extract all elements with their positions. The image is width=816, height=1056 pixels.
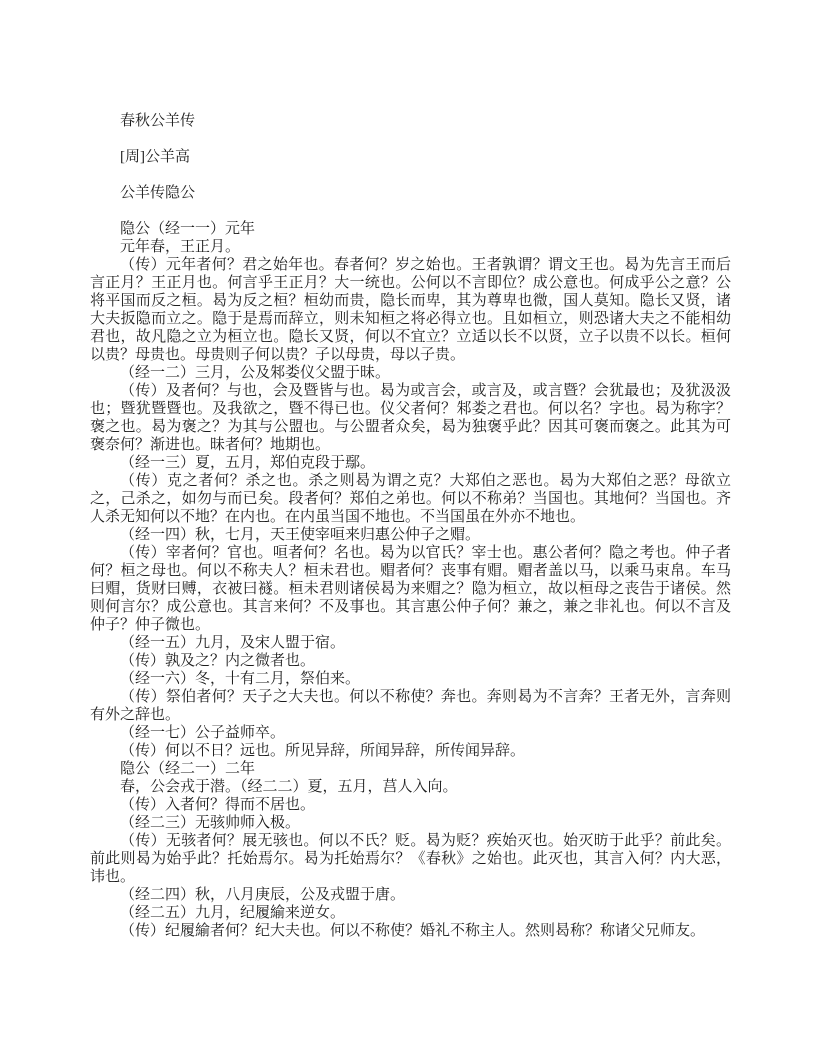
paragraph: （经一六）冬，十有二月，祭伯来。 (120, 671, 361, 687)
paragraph: （经一三）夏，五月，郑伯克段于鄢。 (120, 455, 376, 471)
paragraph: （传）宰者何？官也。咺者何？名也。曷为以官氏？宰士也。惠公者何？隐之考也。仲子者何？桓之母也。何以不称夫人？桓未君也。赗者何？丧事有赗。赗者盖以马，以乘马束帛。车马曰赗，货财曰赙，衣被曰襚。桓未君则诸侯曷为来赗之？隐为桓立，故以桓母之丧告于诸侯。然则何言尔？成公意也。其言来何？不及事也。其言惠公仲子何？兼之，兼之非礼也。何以不言及仲子？仲子微也。 (90, 545, 731, 633)
paragraph: （传）入者何？得而不居也。 (120, 797, 316, 813)
document-text (90, 112, 731, 940)
paragraph: （经二五）九月，纪履緰来逆女。 (120, 905, 346, 921)
doc-title: 春秋公羊传 (120, 113, 196, 129)
paragraph: 隐公（经二一）二年 (120, 761, 256, 777)
paragraph: （传）无骇者何？展无骇也。何以不氏？贬。曷为贬？疾始灭也。始灭昉于此乎？前此矣。前此则曷为始乎此？托始焉尔。曷为托始焉尔？《春秋》之始也。此灭也，其言入何？内大恶，讳也。 (90, 833, 731, 885)
paragraph: （经一二）三月，公及邾娄仪父盟于昧。 (120, 365, 391, 381)
paragraph: （经一七）公子益师卒。 (120, 725, 286, 741)
paragraph: 元年春，王正月。 (120, 239, 241, 255)
paragraph: （传）及者何？与也，会及暨皆与也。曷为或言会，或言及，或言暨？会犹最也；及犹汲汲也；暨犹暨暨也。及我欲之，暨不得已也。仪父者何？邾娄之君也。何以名？字也。曷为称字？褒之也。曷为褒之？为其与公盟也。与公盟者众矣，曷为独褒乎此？因其可褒而褒之。此其为可褒奈何？渐进也。昧者何？地期也。 (90, 383, 731, 453)
paragraph: （传）祭伯者何？天子之大夫也。何以不称使？奔也。奔则曷为不言奔？王者无外，言奔则有外之辞也。 (90, 689, 731, 723)
paragraph: （经一四）秋，七月，天王使宰咺来归惠公仲子之赗。 (120, 527, 481, 543)
paragraph: （传）元年者何？君之始年也。春者何？岁之始也。王者孰谓？谓文王也。曷为先言王而后言正月？王正月也。何言乎王正月？大一统也。公何以不言即位？成公意也。何成乎公之意？公将平国而反之桓。曷为反之桓？桓幼而贵，隐长而卑，其为尊卑也微，国人莫知。隐长又贤，诸大夫扳隐而立之。隐于是焉而辞立，则未知桓之将必得立也。且如桓立，则恐诸大夫之不能相幼君也，故凡隐之立为桓立也。隐长又贤，何以不宜立？立适以长不以贤，立子以贵不以长。桓何以贵？母贵也。母贵则子何以贵？子以母贵，母以子贵。 (90, 257, 731, 363)
doc-author: [周]公羊高 (120, 149, 190, 165)
paragraph: （经二三）无骇帅师入极。 (120, 815, 301, 831)
paragraph: （传）克之者何？杀之也。杀之则曷为谓之克？大郑伯之恶也。曷为大郑伯之恶？母欲立之，己杀之，如勿与而已矣。段者何？郑伯之弟也。何以不称弟？当国也。其地何？当国也。齐人杀无知何以不地？在内也。在内虽当国不地也。不当国虽在外亦不地也。 (90, 473, 731, 525)
paragraph: （传）孰及之？内之微者也。 (120, 653, 316, 669)
paragraph: 春，公会戎于潜。（经二二）夏，五月，莒人入向。 (120, 779, 458, 795)
paragraph: 隐公（经一一）元年 (120, 221, 256, 237)
doc-section: 公羊传隐公 (120, 185, 196, 201)
paragraph: （经二四）秋，八月庚辰，公及戎盟于唐。 (120, 887, 406, 903)
paragraph: （经一五）九月，及宋人盟于宿。 (120, 635, 346, 651)
paragraph: （传）纪履緰者何？纪大夫也。何以不称使？婚礼不称主人。然则曷称？称诸父兄师友。 (120, 923, 706, 939)
paragraph: （传）何以不日？远也。所见异辞，所闻异辞，所传闻异辞。 (120, 743, 526, 759)
